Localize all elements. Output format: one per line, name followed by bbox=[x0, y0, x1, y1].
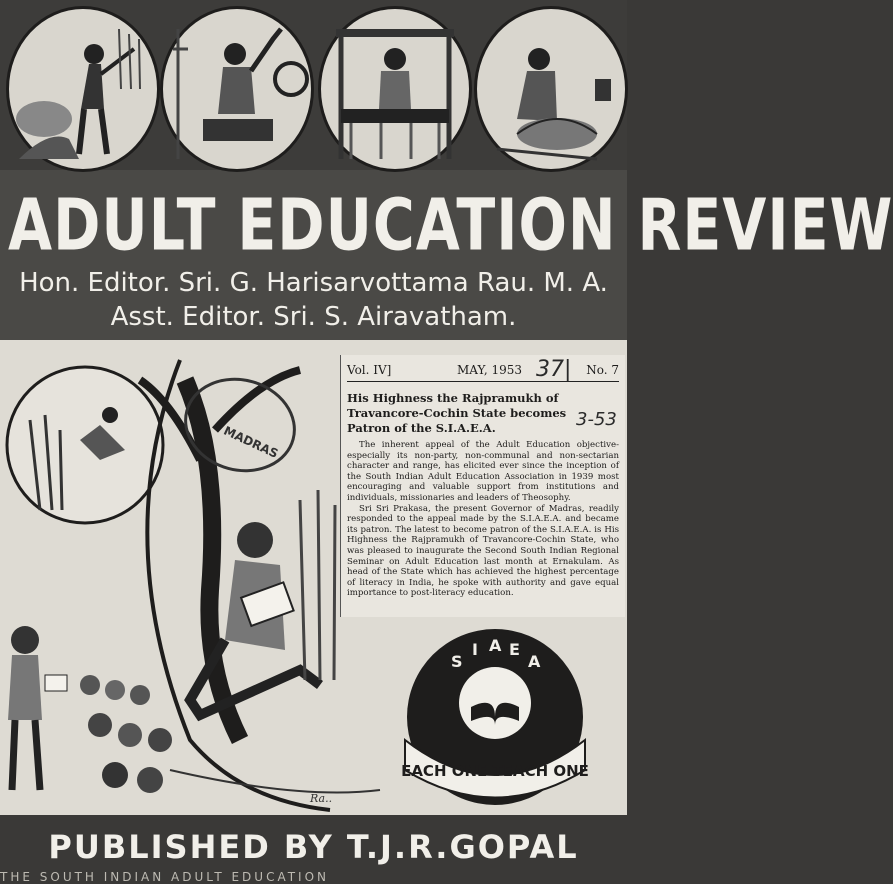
article-body bbox=[347, 440, 619, 599]
badge-letter: S bbox=[451, 652, 463, 671]
article-paragraph: Sri Sri Prakasa, the present Governor of Madras, readily responded to the appeal made by the S.I.A.E.A. and became its patron. The latest to become patron of the S.I.A.E.A. is His Highness the Rajpramukh of Travancore-Cochin State, who was pleased to inaugurate the Second South Indian Regional Seminar on Adult Education last month at Ernakulam. As head of the State which has achieved the highest percentage of literacy in India, he spoke with authority and gave equal importance to post-literacy education. bbox=[347, 503, 619, 599]
vignette-weaver bbox=[318, 6, 472, 172]
article-paragraph: The inherent appeal of the Adult Education objective-especially its non-party, non-communal and non-sectarian character and range, has elicited ever since the inception of the South Indian Adult Education Association in 1939 most encouraging and valuable support from institutions and individuals, missionaries and leaders of Theosophy. bbox=[347, 440, 619, 503]
badge-letter: I bbox=[472, 640, 478, 659]
issue-text-box bbox=[340, 355, 625, 617]
bottom-strip-text: THE SOUTH INDIAN ADULT EDUCATION bbox=[0, 870, 330, 884]
vignette-farmer-with-ox bbox=[6, 6, 160, 172]
issue-date: MAY, 1953 bbox=[457, 363, 523, 377]
vignette-blacksmith bbox=[160, 6, 314, 172]
volume-label: Vol. IV] bbox=[347, 363, 392, 377]
badge-letter: E bbox=[509, 640, 520, 659]
asst-editor-line: Asst. Editor. Sri. S. Airavatham. bbox=[110, 302, 517, 332]
badge-letter: A bbox=[489, 636, 502, 655]
siaea-badge bbox=[385, 625, 605, 810]
magazine-title: ADULT EDUCATION REVIEW bbox=[8, 184, 893, 267]
issue-header bbox=[347, 363, 619, 382]
publisher-line: PUBLISHED BY T.J.R.GOPAL bbox=[48, 828, 579, 866]
hon-editor-line: Hon. Editor. Sri. G. Harisarvottama Rau. M. A. bbox=[19, 268, 608, 298]
article-headline: His Highness the Rajpramukh of Travancore-Cochin State becomes Patron of the S.I.A.E.A. bbox=[347, 391, 567, 435]
badge-letter: A bbox=[528, 652, 541, 671]
badge-motto: EACH ONE TEACH ONE bbox=[401, 762, 589, 780]
issue-number: No. 7 bbox=[586, 363, 619, 377]
artist-signature: Ra.. bbox=[310, 792, 333, 805]
handwritten-note: 37| bbox=[536, 357, 572, 382]
handwritten-note: 3-53 bbox=[576, 409, 617, 430]
stamp-text: MADRAS bbox=[221, 423, 281, 461]
vignette-basket-maker bbox=[474, 6, 628, 172]
